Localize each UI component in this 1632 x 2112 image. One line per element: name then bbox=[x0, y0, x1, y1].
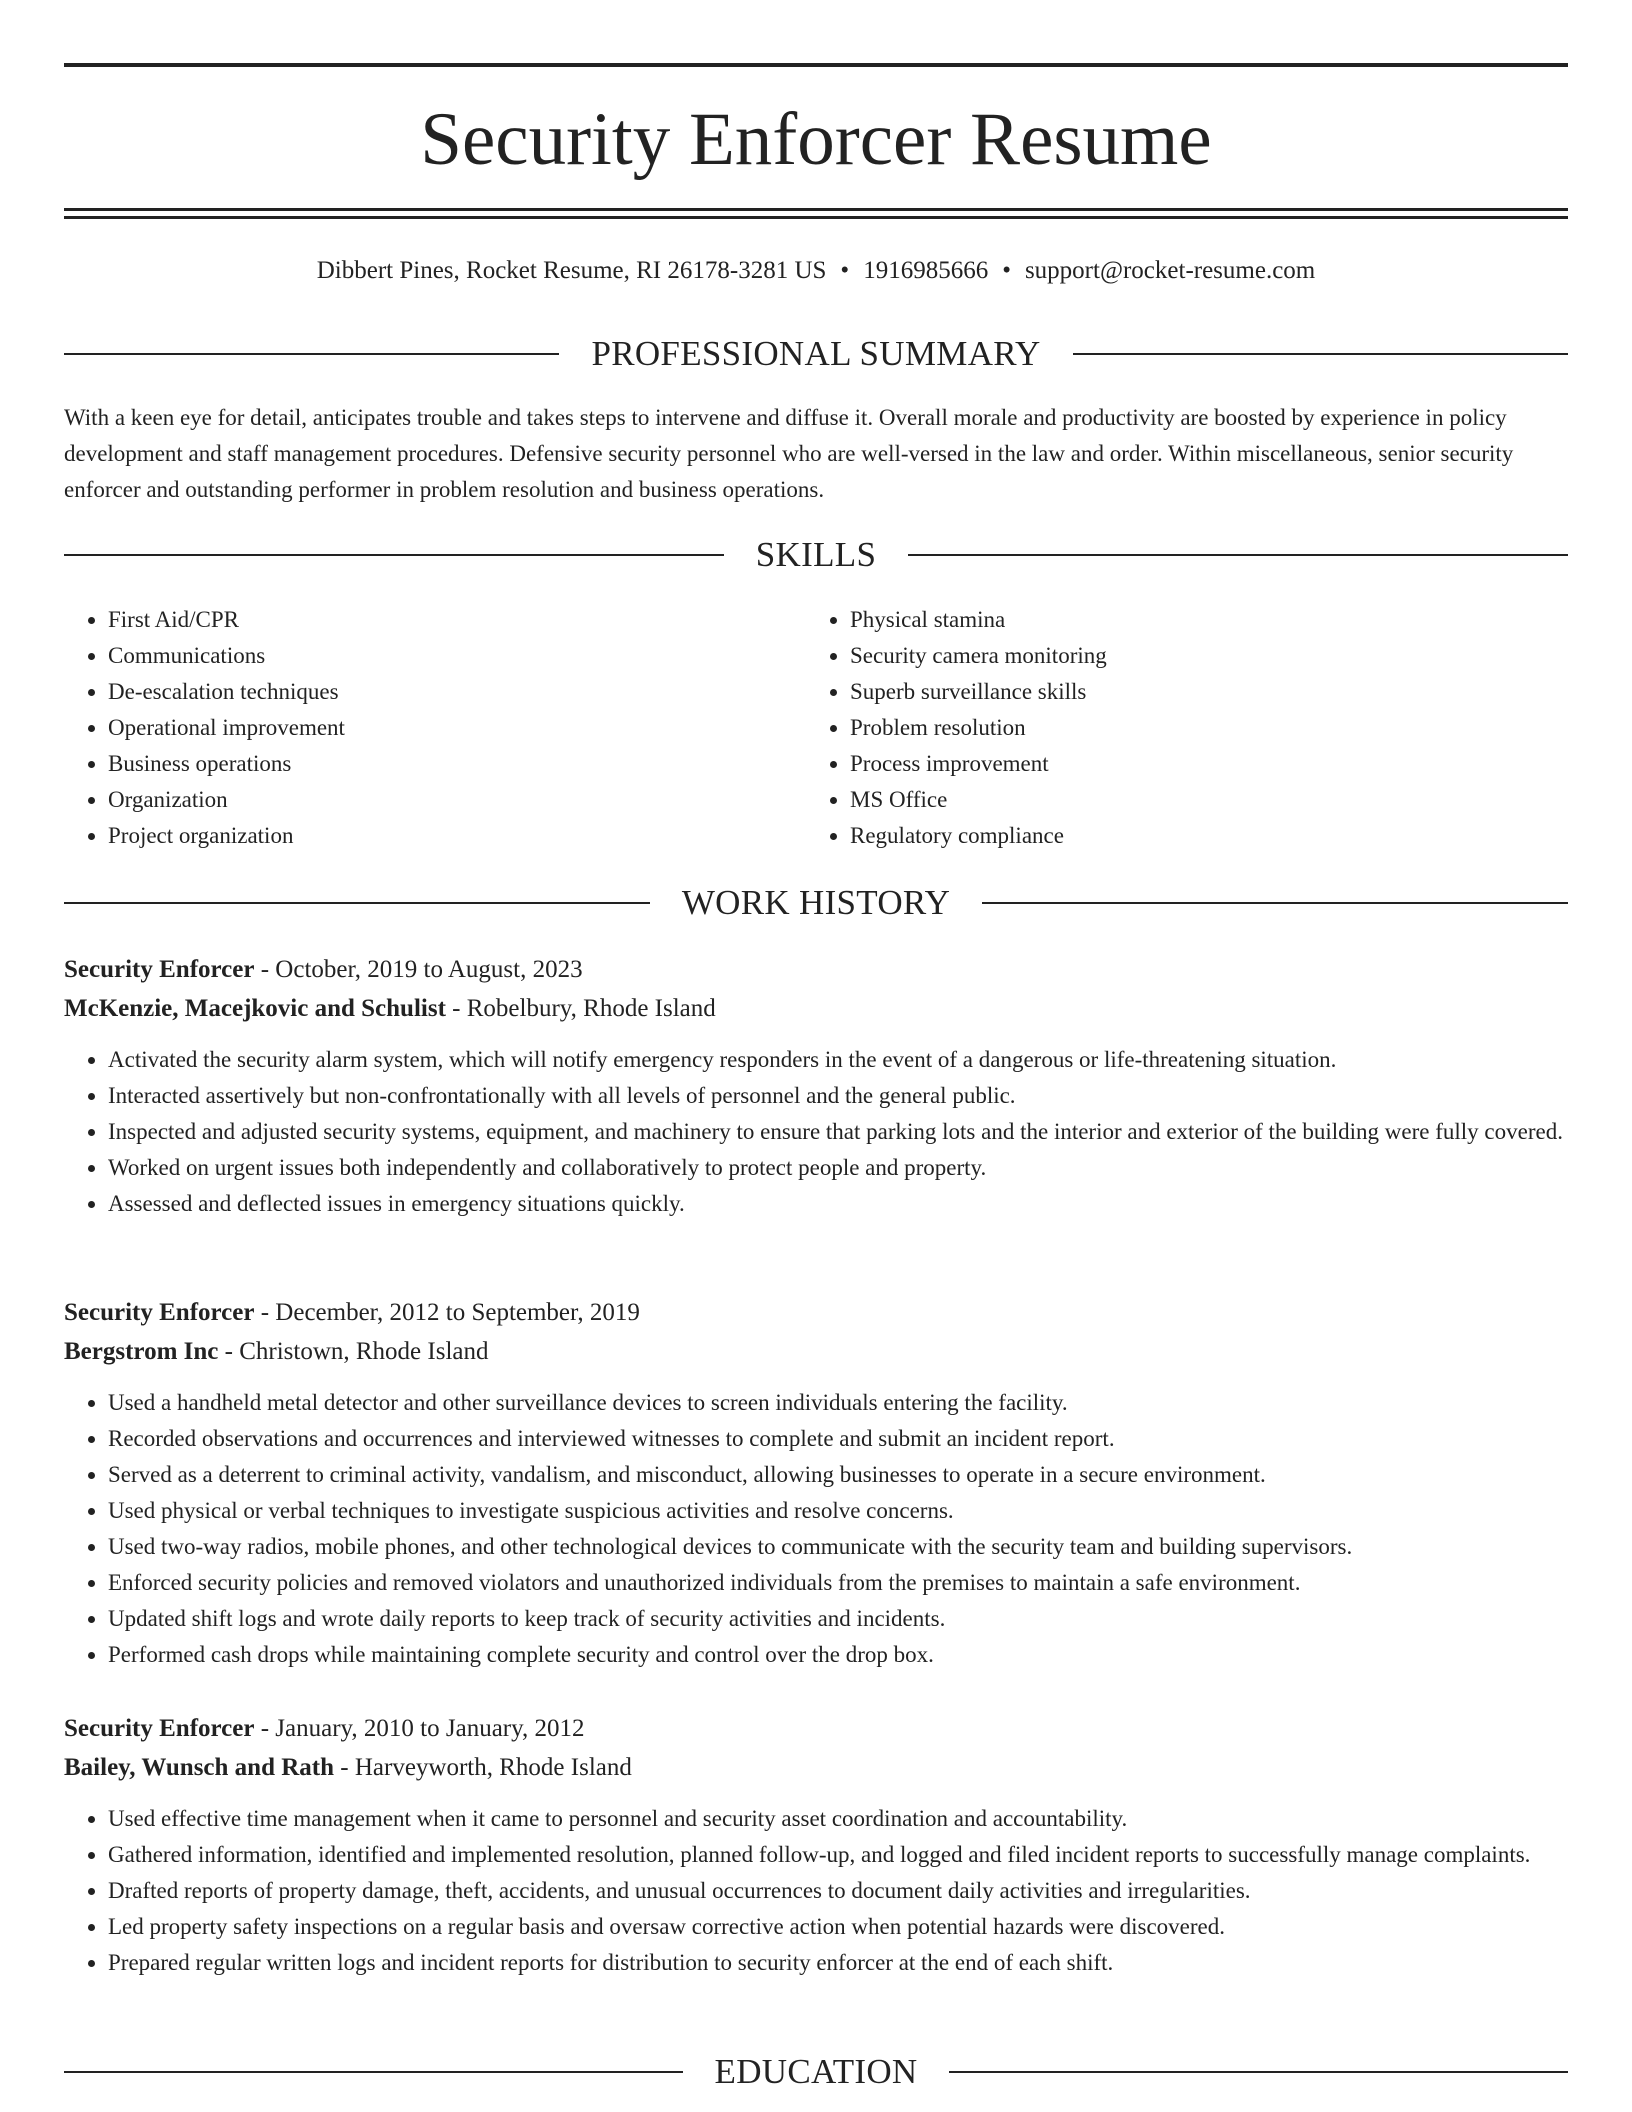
skill-item: • Process improvement bbox=[850, 746, 1548, 782]
job-bullet: • Enforced security policies and removed violators and unauthorized individuals from the premises to maintain a safe environment. bbox=[108, 1565, 1568, 1601]
job-bullet: • Activated the security alarm system, which will notify emergency responders in the event of a dangerous or life-threatening situation. bbox=[108, 1042, 1568, 1078]
job-title: Security Enforcer bbox=[64, 956, 255, 983]
job-bullet: • Served as a deterrent to criminal activity, vandalism, and misconduct, allowing businesses to operate in a secure environment. bbox=[108, 1457, 1568, 1493]
job-title-line bbox=[64, 1710, 1568, 1748]
job-company: Bailey, Wunsch and Rath bbox=[64, 1754, 335, 1781]
job-entry bbox=[64, 1710, 1568, 1981]
title-bottom-rule bbox=[64, 208, 1568, 211]
contact-phone: 1916985666 bbox=[863, 257, 989, 284]
skills-column-right bbox=[806, 602, 1548, 854]
job-bullet: • Interacted assertively but non-confrontationally with all levels of personnel and the general public. bbox=[108, 1078, 1568, 1114]
job-title: Security Enforcer bbox=[64, 1715, 255, 1742]
section-rule bbox=[64, 2071, 683, 2073]
job-location: - Christown, Rhode Island bbox=[218, 1338, 489, 1365]
section-title: EDUCATION bbox=[714, 2052, 918, 2091]
section-rule bbox=[64, 902, 650, 904]
skill-item: • MS Office bbox=[850, 782, 1548, 818]
section-header-education bbox=[64, 2052, 1568, 2092]
page-title: Security Enforcer Resume bbox=[420, 98, 1212, 181]
title-top-rule bbox=[64, 63, 1568, 67]
job-bullet: • Performed cash drops while maintaining complete security and control over the drop box. bbox=[108, 1637, 1568, 1673]
skill-item: • Regulatory compliance bbox=[850, 818, 1548, 854]
section-title: WORK HISTORY bbox=[681, 883, 951, 922]
job-entry bbox=[64, 1294, 1568, 1673]
skill-item: • Security camera monitoring bbox=[850, 638, 1548, 674]
section-rule bbox=[64, 554, 724, 556]
job-bullet: • Used effective time management when it came to personnel and security asset coordination and accountability. bbox=[108, 1801, 1568, 1837]
job-bullet: • Updated shift logs and wrote daily reports to keep track of security activities and incidents. bbox=[108, 1601, 1568, 1637]
job-title-line bbox=[64, 951, 1568, 989]
contact-line bbox=[64, 254, 1568, 288]
job-bullet: • Used physical or verbal techniques to investigate suspicious activities and resolve concerns. bbox=[108, 1493, 1568, 1529]
job-bullet: • Used a handheld metal detector and other surveillance devices to screen individuals entering the facility. bbox=[108, 1385, 1568, 1421]
job-title: Security Enforcer bbox=[64, 1299, 255, 1326]
job-title-line bbox=[64, 1294, 1568, 1332]
job-bullet: • Inspected and adjusted security systems, equipment, and machinery to ensure that parking lots and the interior and exterior of the building were fully covered. bbox=[108, 1114, 1568, 1150]
job-location: - Harveyworth, Rhode Island bbox=[334, 1754, 632, 1781]
job-company-line bbox=[64, 1333, 1568, 1371]
summary-text: With a keen eye for detail, anticipates trouble and takes steps to intervene and diffuse it. Overall morale and productivity are boosted by experience in policy development and staff management procedures. Defensive security personnel who are well-versed in the law and order. Within miscellaneous, senior security enforcer and outstanding performer in problem resolution and business operations. bbox=[64, 405, 1514, 502]
skill-item: • First Aid/CPR bbox=[108, 602, 806, 638]
skills-list bbox=[64, 602, 1568, 854]
job-company-line bbox=[64, 1749, 1568, 1787]
section-header-work-history bbox=[64, 883, 1568, 923]
job-company: McKenzie, Macejkovic and Schulist bbox=[64, 995, 446, 1022]
section-rule bbox=[64, 353, 559, 355]
job-bullets bbox=[64, 1385, 1568, 1673]
job-bullet: • Used two-way radios, mobile phones, and other technological devices to communicate with the security team and building supervisors. bbox=[108, 1529, 1568, 1565]
skill-item: • Project organization bbox=[108, 818, 806, 854]
skill-item: • Problem resolution bbox=[850, 710, 1548, 746]
section-header-summary bbox=[64, 334, 1568, 374]
section-rule bbox=[1073, 353, 1568, 355]
job-dates: - December, 2012 to September, 2019 bbox=[254, 1299, 640, 1326]
section-header-skills bbox=[64, 535, 1568, 575]
skills-column-left bbox=[64, 602, 806, 854]
job-bullet: • Recorded observations and occurrences and interviewed witnesses to complete and submit an incident report. bbox=[108, 1421, 1568, 1457]
skill-item: • Operational improvement bbox=[108, 710, 806, 746]
contact-address: Dibbert Pines, Rocket Resume, RI 26178-3281 US bbox=[316, 257, 827, 284]
job-entry bbox=[64, 951, 1568, 1222]
section-rule bbox=[949, 2071, 1568, 2073]
contact-separator: • bbox=[840, 257, 850, 284]
job-company-line bbox=[64, 990, 1568, 1028]
job-dates: - January, 2010 to January, 2012 bbox=[254, 1715, 585, 1742]
skill-item: • Business operations bbox=[108, 746, 806, 782]
job-bullets bbox=[64, 1042, 1568, 1222]
contact-separator: • bbox=[1002, 257, 1011, 284]
contact-email: support@rocket-resume.com bbox=[1024, 257, 1316, 284]
section-title: PROFESSIONAL SUMMARY bbox=[591, 334, 1041, 373]
title-bottom-rule-double bbox=[64, 216, 1568, 219]
skill-item: • De-escalation techniques bbox=[108, 674, 806, 710]
job-bullet: • Assessed and deflected issues in emergency situations quickly. bbox=[108, 1186, 1568, 1222]
job-company: Bergstrom Inc bbox=[64, 1338, 219, 1365]
skill-item: • Superb surveillance skills bbox=[850, 674, 1548, 710]
job-location: - Robelbury, Rhode Island bbox=[445, 995, 716, 1022]
skill-item: • Communications bbox=[108, 638, 806, 674]
job-bullet: • Drafted reports of property damage, theft, accidents, and unusual occurrences to document daily activities and irregularities. bbox=[108, 1873, 1568, 1909]
section-title: SKILLS bbox=[755, 535, 877, 574]
job-bullet: • Worked on urgent issues both independently and collaboratively to protect people and property. bbox=[108, 1150, 1568, 1186]
section-rule bbox=[982, 902, 1568, 904]
job-bullet: • Prepared regular written logs and incident reports for distribution to security enforcer at the end of each shift. bbox=[108, 1945, 1568, 1981]
section-rule bbox=[908, 554, 1568, 556]
job-bullets bbox=[64, 1801, 1568, 1981]
job-bullet: • Gathered information, identified and implemented resolution, planned follow-up, and logged and filed incident reports to successfully manage complaints. bbox=[108, 1837, 1568, 1873]
skill-item: • Organization bbox=[108, 782, 806, 818]
skill-item: • Physical stamina bbox=[850, 602, 1548, 638]
job-bullet: • Led property safety inspections on a regular basis and oversaw corrective action when potential hazards were discovered. bbox=[108, 1909, 1568, 1945]
job-dates: - October, 2019 to August, 2023 bbox=[254, 956, 583, 983]
